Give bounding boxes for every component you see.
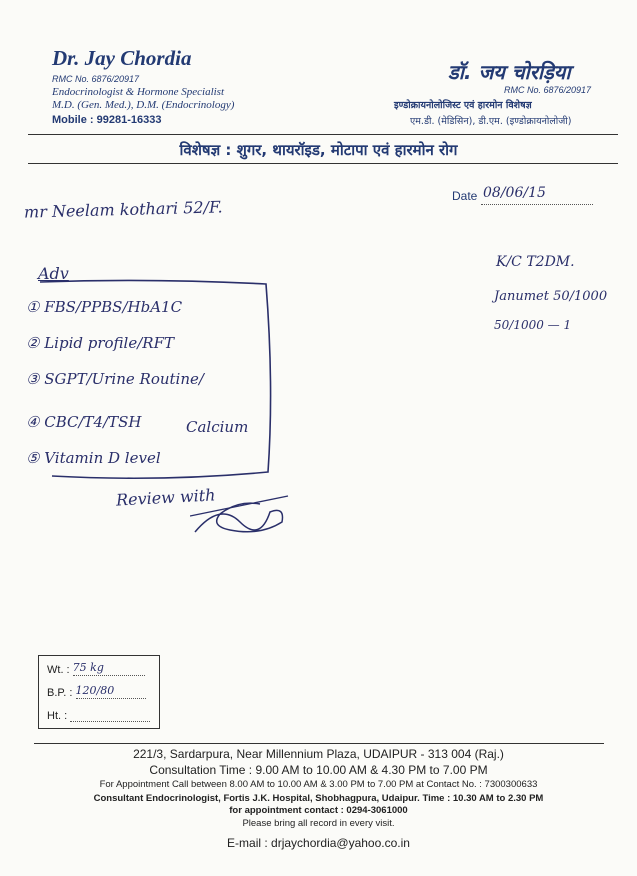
doctor-name-hindi: डॉ. जय चोरड़िया [448,60,571,84]
header-rule-bottom [28,163,618,164]
advice-item-2: ② Lipid profile/RFT [26,334,174,352]
patient-name: mr Neelam kothari 52/F. [23,197,223,222]
height-row [47,710,150,722]
footer-appointment: For Appointment Call between 8.00 AM to 10.00 AM & 3.00 PM to 7.00 PM at Contact No. : 7300300633 [99,779,538,790]
footer-rule [34,743,604,744]
advice-heading: Adv [38,264,69,283]
footer-records-note: Please bring all record in every visit. [242,818,395,829]
advice-item-1: ① FBS/PPBS/HbA1C [26,298,183,316]
degrees-hindi: एम.डी. (मेडिसिन), डी.एम. (इण्डोक्रायनोलोजी) [410,116,572,127]
footer-email: E-mail : drjaychordia@yahoo.co.in [227,836,410,850]
mobile-number: Mobile : 99281-16333 [52,114,162,126]
height-field [70,711,150,722]
advice-side-note: Calcium [186,418,249,436]
bp-field [75,684,146,699]
bp-row [47,684,146,699]
rmc-number-hindi: RMC No. 6876/20917 [504,85,592,95]
doctor-name-english: Dr. Jay Chordia [52,46,192,70]
footer-contact: for appointment contact : 0294-3061000 [229,805,408,816]
review-note: Review with [115,485,216,510]
degrees-english: M.D. (Gen. Med.), D.M. (Endocrinology) [52,99,235,111]
doctor-signature [190,492,290,542]
weight-value: 75 kg [72,661,104,674]
header-rule-top [28,134,618,135]
bp-label: B.P. : [47,687,73,699]
footer-consultant: Consultant Endocrinologist, Fortis J.K. Hospital, Shobhagpura, Udaipur. Time : 10.30 AM to 2.30 PM [93,793,544,804]
title-hindi: इण्डोक्रायनोलोजिस्ट एवं हारमोन विशेषज्ञ [394,100,532,111]
advice-item-4: ④ CBC/T4/TSH [26,413,142,431]
diagnosis-note: K/C T2DM. [496,254,575,270]
title-english: Endocrinologist & Hormone Specialist [52,86,225,98]
date-field [481,185,593,205]
date-label: Date [452,189,478,203]
weight-row [47,661,145,676]
footer-consultation-time: Consultation Time : 9.00 AM to 10.00 AM & 4.30 PM to 7.00 PM [149,763,488,777]
specialty-line: विशेषज्ञ : शुगर, थायरॉइड, मोटापा एवं हारमोन रोग [179,141,458,159]
vitals-box [38,655,160,729]
medication-note: Janumet 50/1000 [494,289,608,304]
weight-field [72,661,145,676]
weight-label: Wt. : [47,664,70,676]
height-label: Ht. : [47,710,68,722]
bp-value: 120/80 [75,684,115,697]
dosage-note: 50/1000 — 1 [494,318,572,332]
advice-item-3: ③ SGPT/Urine Routine/ [26,370,204,388]
rmc-number-english: RMC No. 6876/20917 [52,74,140,84]
footer-address: 221/3, Sardarpura, Near Millennium Plaza, UDAIPUR - 313 004 (Raj.) [133,747,504,761]
advice-item-5: ⑤ Vitamin D level [26,449,161,467]
date-value: 08/06/15 [483,185,546,201]
